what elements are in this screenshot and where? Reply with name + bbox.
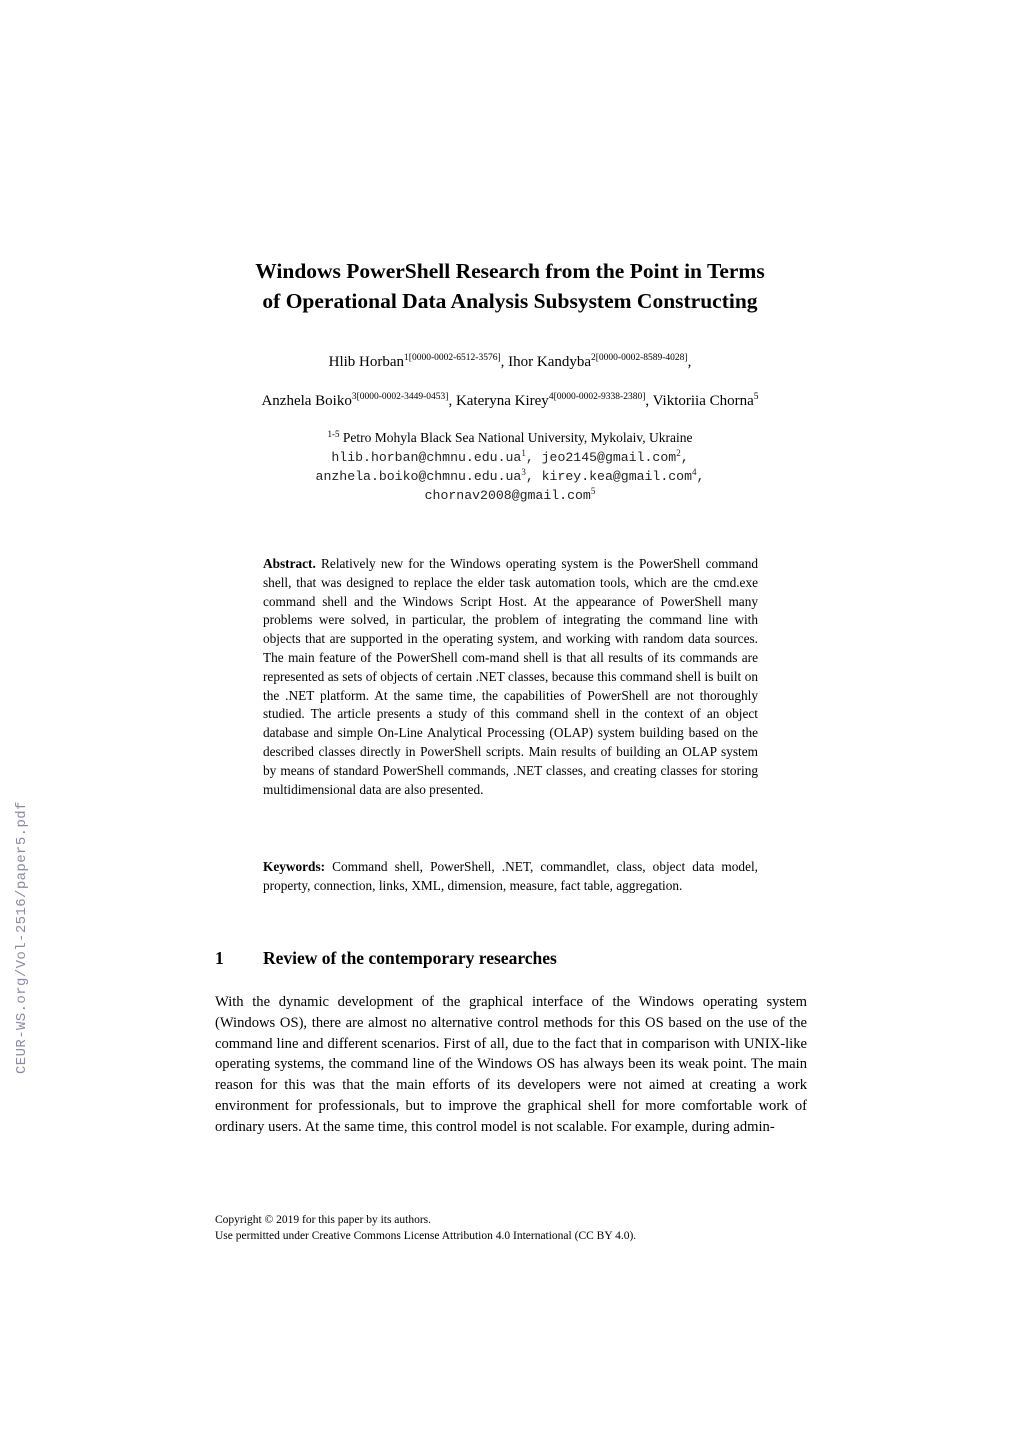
keywords-text: Command shell, PowerShell, .NET, commandlet, class, object data model, property, connection, links, XML, dimension, measure, fact table, aggregation. — [263, 859, 758, 893]
author-orcid: 3[0000-0002-3449-0453] — [351, 392, 449, 402]
title-line-1: Windows PowerShell Research from the Point in Terms — [255, 259, 765, 283]
author-orcid: 4[0000-0002-9338-2380] — [548, 392, 646, 402]
keywords-label: Keywords: — [263, 859, 326, 874]
section-title: Review of the contemporary researches — [263, 948, 557, 968]
email-line-2: $anzhela.boiko@chmnu.edu.ua^3$, kirey.kea@gmail.com$^4$, — [315, 467, 705, 484]
keywords — [263, 858, 758, 896]
paper-title — [160, 256, 860, 316]
author-name: Anzhela Boiko — [261, 393, 352, 409]
abstract — [263, 555, 758, 799]
abstract-text: Relatively new for the Windows operating system is the PowerShell command shell, that was designed to replace the elder task automation tools, which are the cmd.exe command shell and the Windows Script Host. At the appearance of PowerShell many problems were solved, in particular, the problem of integrating the command line with objects that are supported in the operating system, and working with random data sources. The main feature of the PowerShell com-mand shell is that all results of its commands are represented as sets of objects of certain .NET classes, because this command shell is built on the .NET platform. At the same time, the capabilities of PowerShell are not thoroughly studied. The article presents a study of this command shell in the context of an object database and simple On-Line Analytical Processing (OLAP) system building based on the described classes directly in PowerShell scripts. Main results of building an OLAP system by means of standard PowerShell commands, .NET classes, and creating classes for storing multidimensional data are also presented. — [263, 556, 759, 797]
author-name: Viktoriia Chorna — [652, 393, 754, 409]
email-address[interactable]: kirey.kea@gmail.com — [541, 469, 693, 484]
author-name: Ihor Kandyba — [508, 354, 592, 370]
email-address[interactable]: chornav2008@gmail.com — [424, 488, 591, 503]
email-address[interactable]: jeo2145@gmail.com — [541, 450, 677, 465]
section-number: 1 — [215, 948, 224, 968]
author-orcid: 2[0000-0002-8589-4028] — [591, 353, 688, 363]
email-address[interactable]: hlib.horban@chmnu.edu.ua — [331, 450, 522, 465]
author-orcid: 5 — [753, 392, 759, 402]
affiliation-text: Petro Mohyla Black Sea National University, Mykolaiv, Ukraine — [342, 430, 693, 445]
affiliation — [160, 430, 860, 446]
section-paragraph: With the dynamic development of the graphical interface of the Windows operating system (Windows OS), there are almost no alternative control methods for this OS based on the use of the command line and different scenarios. First of all, due to the fact that in comparison with UNIX-like operating systems, the command line of the Windows OS has always been its weak point. The main reason for this was that the main efforts of its developers were not aimed at creating a work environment for professionals, but to improve the graphical shell for more comfortable work of ordinary users. At the same time, this control model is not scalable. For example, during admin- — [215, 994, 807, 1135]
email-line-1: $hlib.horban@chmnu.edu.ua^1$, jeo2145@gmail.com$^2$, — [331, 448, 689, 465]
email-line-3: chornav2008@gmail.com$^5$ — [424, 486, 596, 503]
watermark-text: CEUR-WS.org/Vol-2516/paper5.pdf — [14, 801, 30, 1074]
affiliation-sup: 1-5 — [327, 429, 340, 439]
author-name: Hlib Horban — [328, 354, 405, 370]
email-address[interactable]: anzhela.boiko@chmnu.edu.ua — [315, 469, 522, 484]
author-line-1: Hlib Horban$^{1[0000-0002-6512-3576]}$, Ihor Kandyba$^{2[0000-0002-8589-4028]}$, — [328, 353, 692, 370]
copyright-line-1: Copyright © 2019 for this paper by its authors. — [215, 1214, 432, 1226]
author-line-2: Anzhela Boiko$^{3[0000-0002-3449-0453]}$, Kateryna Kirey$^{4[0000-0002-9338-2380]}$, Viktoriia Chorna$^5$ — [261, 392, 759, 409]
copyright-line-2: Use permitted under Creative Commons License Attribution 4.0 International (CC BY 4.0). — [215, 1230, 637, 1242]
copyright-notice — [215, 1212, 636, 1244]
sidebar-watermark — [14, 762, 30, 1074]
abstract-label: Abstract. — [263, 556, 316, 571]
title-line-2: of Operational Data Analysis Subsystem Constructing — [262, 289, 758, 313]
section-heading — [215, 948, 557, 969]
author-name: Kateryna Kirey — [455, 393, 549, 409]
author-orcid: 1[0000-0002-6512-3576] — [404, 353, 501, 363]
